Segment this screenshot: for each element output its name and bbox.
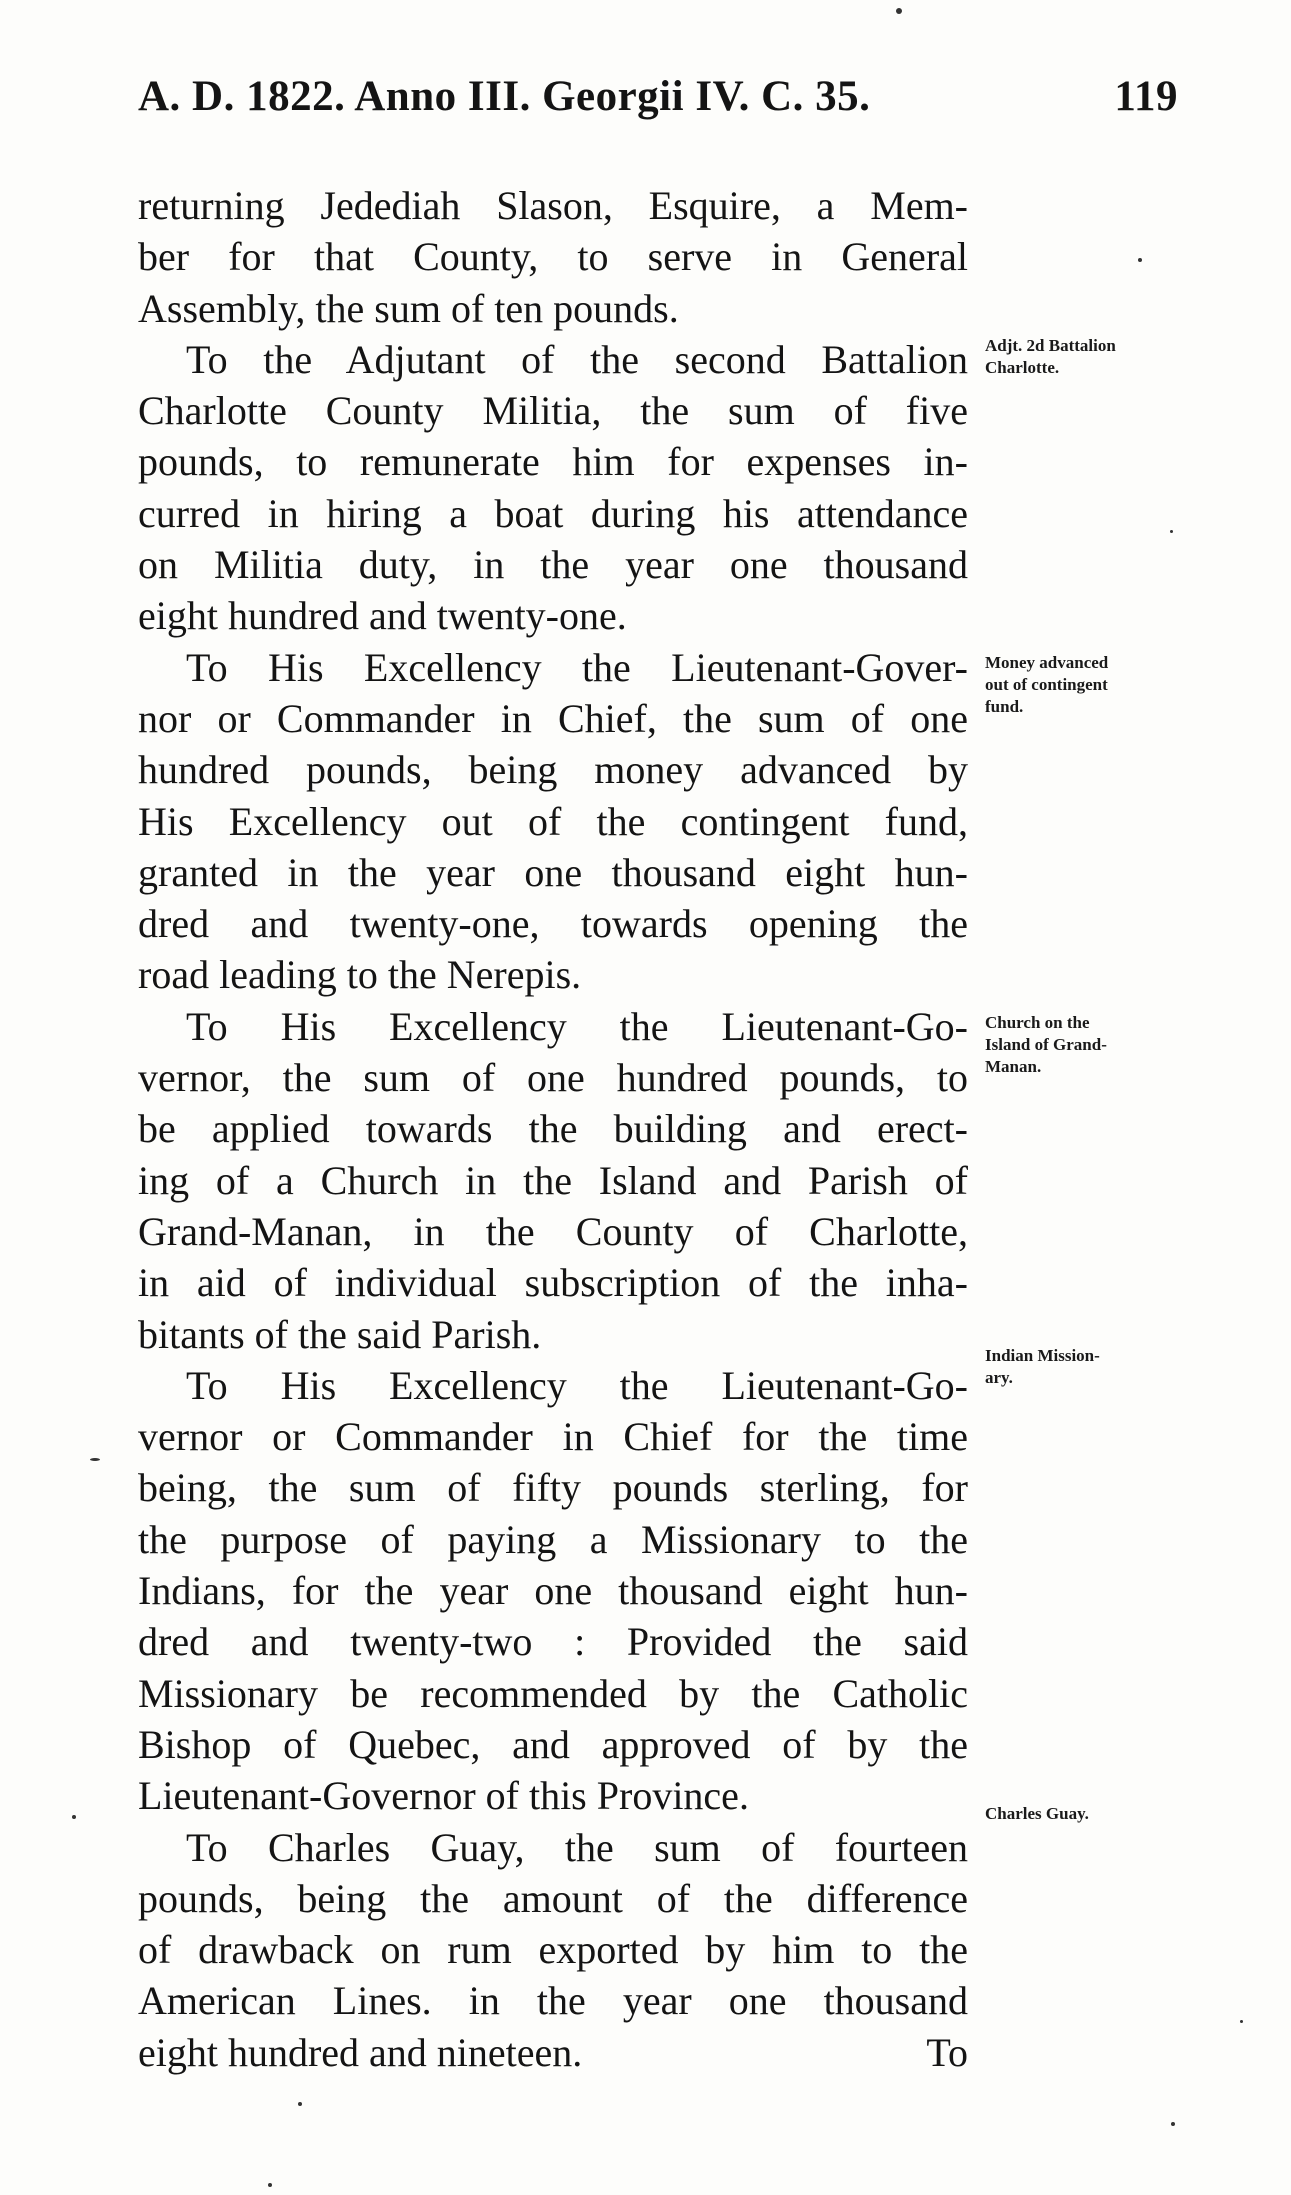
margin-note-line: fund. (985, 697, 1024, 716)
text-line: road leading to the Nerepis. (138, 952, 582, 998)
scan-speck (72, 1815, 76, 1819)
text-line: Assembly, the sum of ten pounds. (138, 285, 679, 331)
scan-speck (896, 8, 902, 14)
text-line: bitants of the said Parish. (138, 1311, 542, 1357)
margin-note-indian-missionary (985, 1345, 1185, 1389)
text-line: To His Excellency the Lieutenant-Gover- (186, 644, 968, 690)
margin-note-line: Island of Grand- (985, 1035, 1107, 1054)
text-line: of drawback on rum exported by him to the (138, 1927, 968, 1973)
text-line: be applied towards the building and erect- (138, 1106, 968, 1152)
text-line: curred in hiring a boat during his attendance (138, 490, 968, 536)
scan-speck (1138, 258, 1142, 262)
text-line: To His Excellency the Lieutenant-Go- (186, 1362, 968, 1408)
text-line (138, 2027, 968, 2078)
margin-note-line: Church on the (985, 1013, 1090, 1032)
paragraph-charles-guay (138, 1822, 968, 2078)
scan-speck (298, 2102, 302, 2106)
text-line: hundred pounds, being money advanced by (138, 747, 968, 793)
margin-note-line: ary. (985, 1368, 1013, 1387)
text-line: returning Jedediah Slason, Esquire, a Mem- (138, 183, 968, 228)
page-number: 119 (1114, 73, 1178, 120)
text-line: the purpose of paying a Missionary to the (138, 1516, 968, 1562)
margin-note-line: Manan. (985, 1057, 1042, 1076)
text-line: To the Adjutant of the second Battalion (186, 336, 968, 382)
margin-note-church (985, 1012, 1185, 1078)
scan-speck (90, 1458, 100, 1461)
text-line: dred and twenty-one, towards opening the (138, 901, 968, 947)
margin-note-line: Adjt. 2d Battalion (985, 336, 1116, 355)
text-line: Missionary be recommended by the Catholic (138, 1670, 968, 1716)
text-line: vernor, the sum of one hundred pounds, to (138, 1055, 968, 1101)
running-head (138, 72, 1178, 132)
text-line: on Militia duty, in the year one thousand (138, 542, 968, 588)
margin-note-line: Indian Mission- (985, 1346, 1100, 1365)
text-line: vernor or Commander in Chief for the time (138, 1414, 968, 1460)
text-line: His Excellency out of the contingent fund, (138, 798, 968, 844)
margin-note-line: Charles Guay. (985, 1804, 1089, 1823)
text-line: nor or Commander in Chief, the sum of one (138, 695, 968, 741)
text-line: ber for that County, to serve in General (138, 234, 968, 280)
catchword: To (926, 2029, 968, 2075)
text-line: being, the sum of fifty pounds sterling, for (138, 1465, 968, 1511)
scan-speck (1171, 2122, 1175, 2126)
paragraph-indian-missionary (138, 1360, 968, 1822)
scan-speck (1240, 2020, 1243, 2023)
text-line: American Lines. in the year one thousand (138, 1978, 968, 2024)
scan-speck (268, 2183, 272, 2187)
text-line: dred and twenty-two : Provided the said (138, 1619, 968, 1665)
paragraph-slason (138, 180, 968, 334)
margin-note-line: Charlotte. (985, 358, 1060, 377)
text-line: To His Excellency the Lieutenant-Go- (186, 1003, 968, 1049)
text-line: Lieutenant-Governor of this Province. (138, 1773, 749, 1819)
text-line: Grand-Manan, in the County of Charlotte, (138, 1208, 968, 1254)
body-text (138, 180, 968, 2078)
text-line: eight hundred and twenty-one. (138, 593, 627, 639)
margin-note-contingent-fund (985, 652, 1185, 718)
text-line: Bishop of Quebec, and approved of by the (138, 1721, 968, 1767)
margin-note-charles-guay (985, 1803, 1185, 1825)
text-line: To Charles Guay, the sum of fourteen (186, 1824, 968, 1870)
text-line: Indians, for the year one thousand eight hun- (138, 1568, 968, 1614)
text-line: ing of a Church in the Island and Parish of (138, 1157, 968, 1203)
paragraph-church-grand-manan (138, 1001, 968, 1360)
margin-note-adjutant (985, 335, 1185, 379)
text-line-content: eight hundred and nineteen. (138, 2029, 583, 2075)
text-line: granted in the year one thousand eight hun- (138, 849, 968, 895)
text-line: pounds, to remunerate him for expenses in- (138, 439, 968, 485)
text-line: pounds, being the amount of the difference (138, 1875, 968, 1921)
paragraph-adjutant (138, 334, 968, 642)
scan-speck (1170, 530, 1173, 533)
margin-note-line: Money advanced (985, 653, 1109, 672)
paragraph-contingent-fund (138, 642, 968, 1001)
margin-note-line: out of contingent (985, 675, 1108, 694)
text-line: Charlotte County Militia, the sum of five (138, 388, 968, 434)
text-line: in aid of individual subscription of the inha- (138, 1260, 968, 1306)
running-head-title: A. D. 1822. Anno III. Georgii IV. C. 35. (138, 73, 871, 120)
